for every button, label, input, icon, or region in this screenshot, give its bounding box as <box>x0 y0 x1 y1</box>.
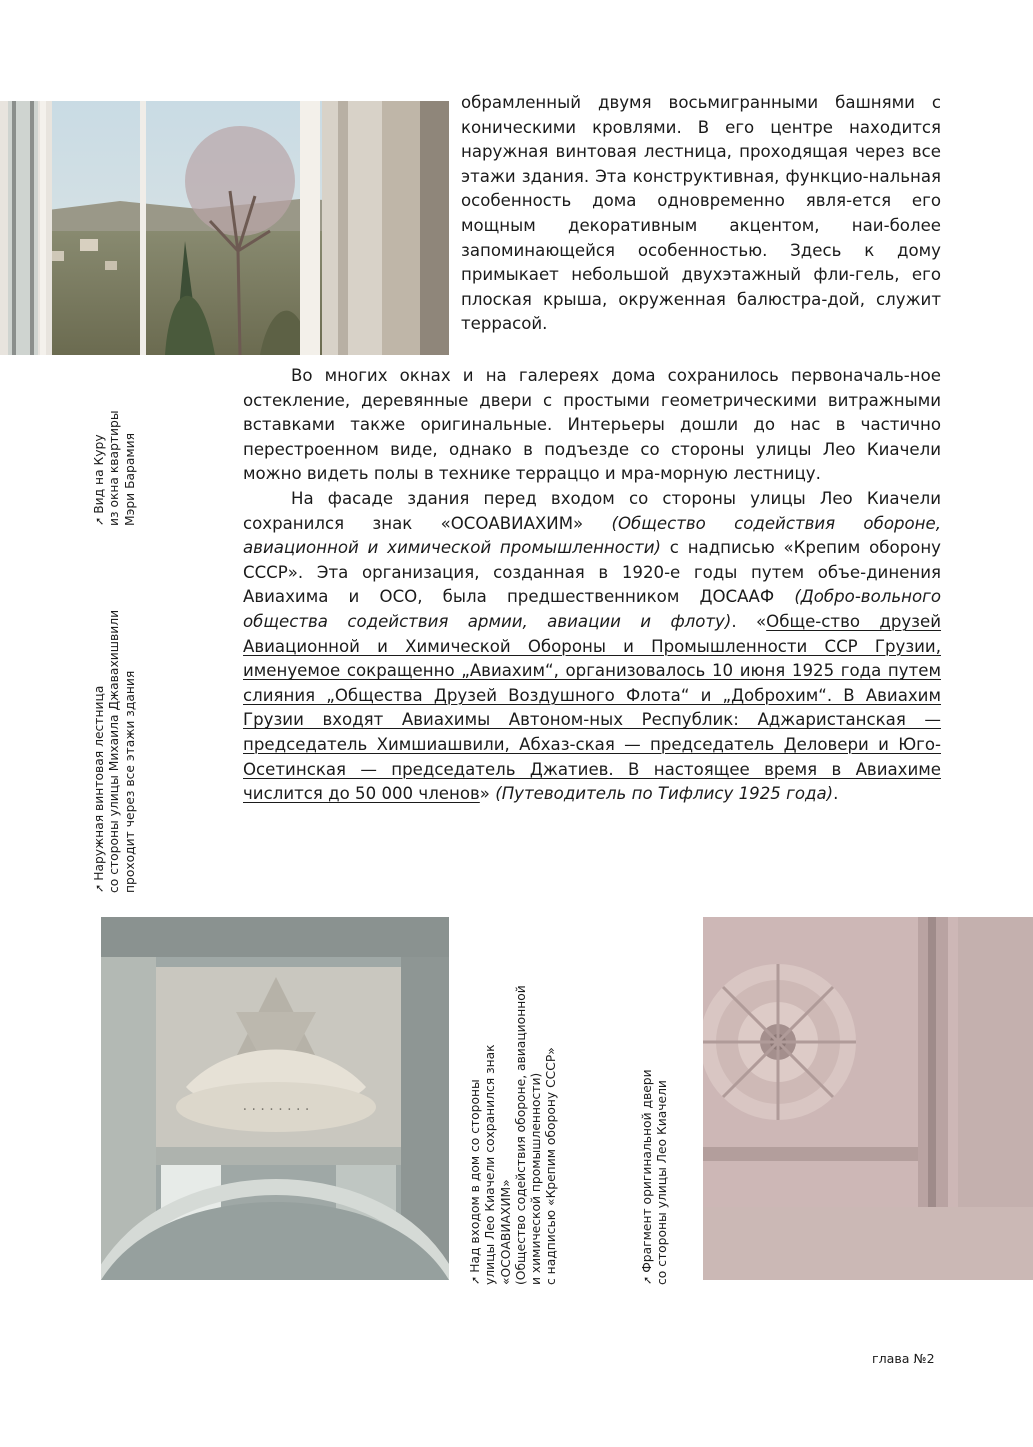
article-paragraph-continuation <box>461 91 941 337</box>
caption-line: со стороны улицы Лео Киачели <box>655 1080 670 1285</box>
caption-line: (Общество содействия обороне, авиационной <box>513 985 528 1285</box>
guidebook-quote: Обще-ство друзей Авиационной и Химической Обороны и Промышленности ССР Грузии, именуемое сокращенно „Авиахим“, организовалось 10 июня 1925 года путем слияния „Общества Друзей Воздушного Флота“ и „Доброхим“. В Авиахим Грузии входят Авиахимы Автоном-ных Республик: Аджаристанская — председатель Химшиашвили, Абхаз-ская — председатель Деловери и Юго-Осетинская — председатель Джатиев. В настоящее время в Авиахиме числится до 50 000 членов <box>243 611 942 804</box>
quote-source: (Путеводитель по Тифлису 1925 года) <box>495 784 834 804</box>
caption-line: Вид на Куру <box>92 434 106 514</box>
osoaviakhim-text-1: На фасаде здания перед входом со стороны улицы Лео Киачели сохранился знак «ОСОАВИАХИМ» <box>243 488 941 533</box>
osoaviakhim-emblem-photo <box>101 917 449 1280</box>
window-view-photo <box>0 101 449 355</box>
caption-emblem <box>468 985 560 1285</box>
caption-line: улицы Лео Киачели сохранился знак <box>483 1044 498 1285</box>
caption-line: Над входом в дом со стороны <box>468 1079 482 1273</box>
arrow-icon: ➚ <box>93 516 106 526</box>
caption-door <box>640 1069 671 1285</box>
door-fragment-photo <box>703 917 1033 1280</box>
chapter-footer: глава №2 <box>872 1351 935 1366</box>
caption-line: проходит через все этажи здания <box>122 670 137 893</box>
osoaviakhim-text-5: . <box>833 784 839 804</box>
caption-line: из окна квартиры <box>107 410 122 526</box>
caption-line: с надписью «Крепим оборону СССР» <box>544 1047 559 1285</box>
paragraph-osoaviakhim <box>243 487 941 807</box>
osoaviakhim-text-4: » <box>479 784 496 804</box>
caption-line: со стороны улицы Михаила Джавахишвили <box>107 609 122 893</box>
caption-line: Наружная винтовая лестница <box>92 685 106 881</box>
paragraph-top: обрамленный двумя восьмигранными башнями с коническими кровлями. В его центре находится наружная винтовая лестница, проходящая через все этажи здания. Эта конструктивная, функцио-нальная особенность дома одновременно явля-ется его мощным декоративным акцентом, наи-более запоминающейся особенностью. Здесь к дому примыкает небольшой двухэтажный фли-гель, его плоская крыша, окруженная балюстра-дой, служит террасой. <box>461 93 941 334</box>
article-main-text <box>243 364 941 807</box>
paragraph-glazing: Во многих окнах и на галереях дома сохранилось первоначаль-ное остекление, деревянные двери с простыми геометрическими витражными вставками также оригинальные. Интерьеры дошли до нас в частично перестроенном виде, однако в подъезде со стороны улицы Лео Киачели можно видеть полы в технике терраццо и мра-морную лестницу. <box>243 366 941 484</box>
osoaviakhim-text-3: . « <box>731 611 767 631</box>
osoaviakhim-text-2: с надписью «Крепим оборону СССР». Эта организация, созданная в 1920-е годы путем объе-динения Авиахима и ОСО, была предшественником ДОСААФ <box>243 538 941 607</box>
caption-line: Фрагмент оригинальной двери <box>640 1069 654 1273</box>
svg-text:· · · · · · · ·: · · · · · · · · <box>242 1102 310 1118</box>
caption-line: Мэри Барамия <box>122 432 137 526</box>
caption-line: и химической промышленности) <box>529 1072 544 1285</box>
dosaaf-expansion: (Добро-вольного общества содействия армии, авиации и флоту) <box>243 587 941 631</box>
arrow-icon: ➚ <box>469 1275 482 1285</box>
caption-staircase <box>92 610 138 893</box>
arrow-icon: ➚ <box>93 883 106 893</box>
osoaviakhim-expansion: (Общество содействия обороне, авиационной и химической промышленности) <box>243 513 941 558</box>
caption-line: «ОСОАВИАХИМ» <box>498 1179 513 1285</box>
caption-window-view <box>92 410 138 526</box>
arrow-icon: ➚ <box>641 1275 654 1285</box>
